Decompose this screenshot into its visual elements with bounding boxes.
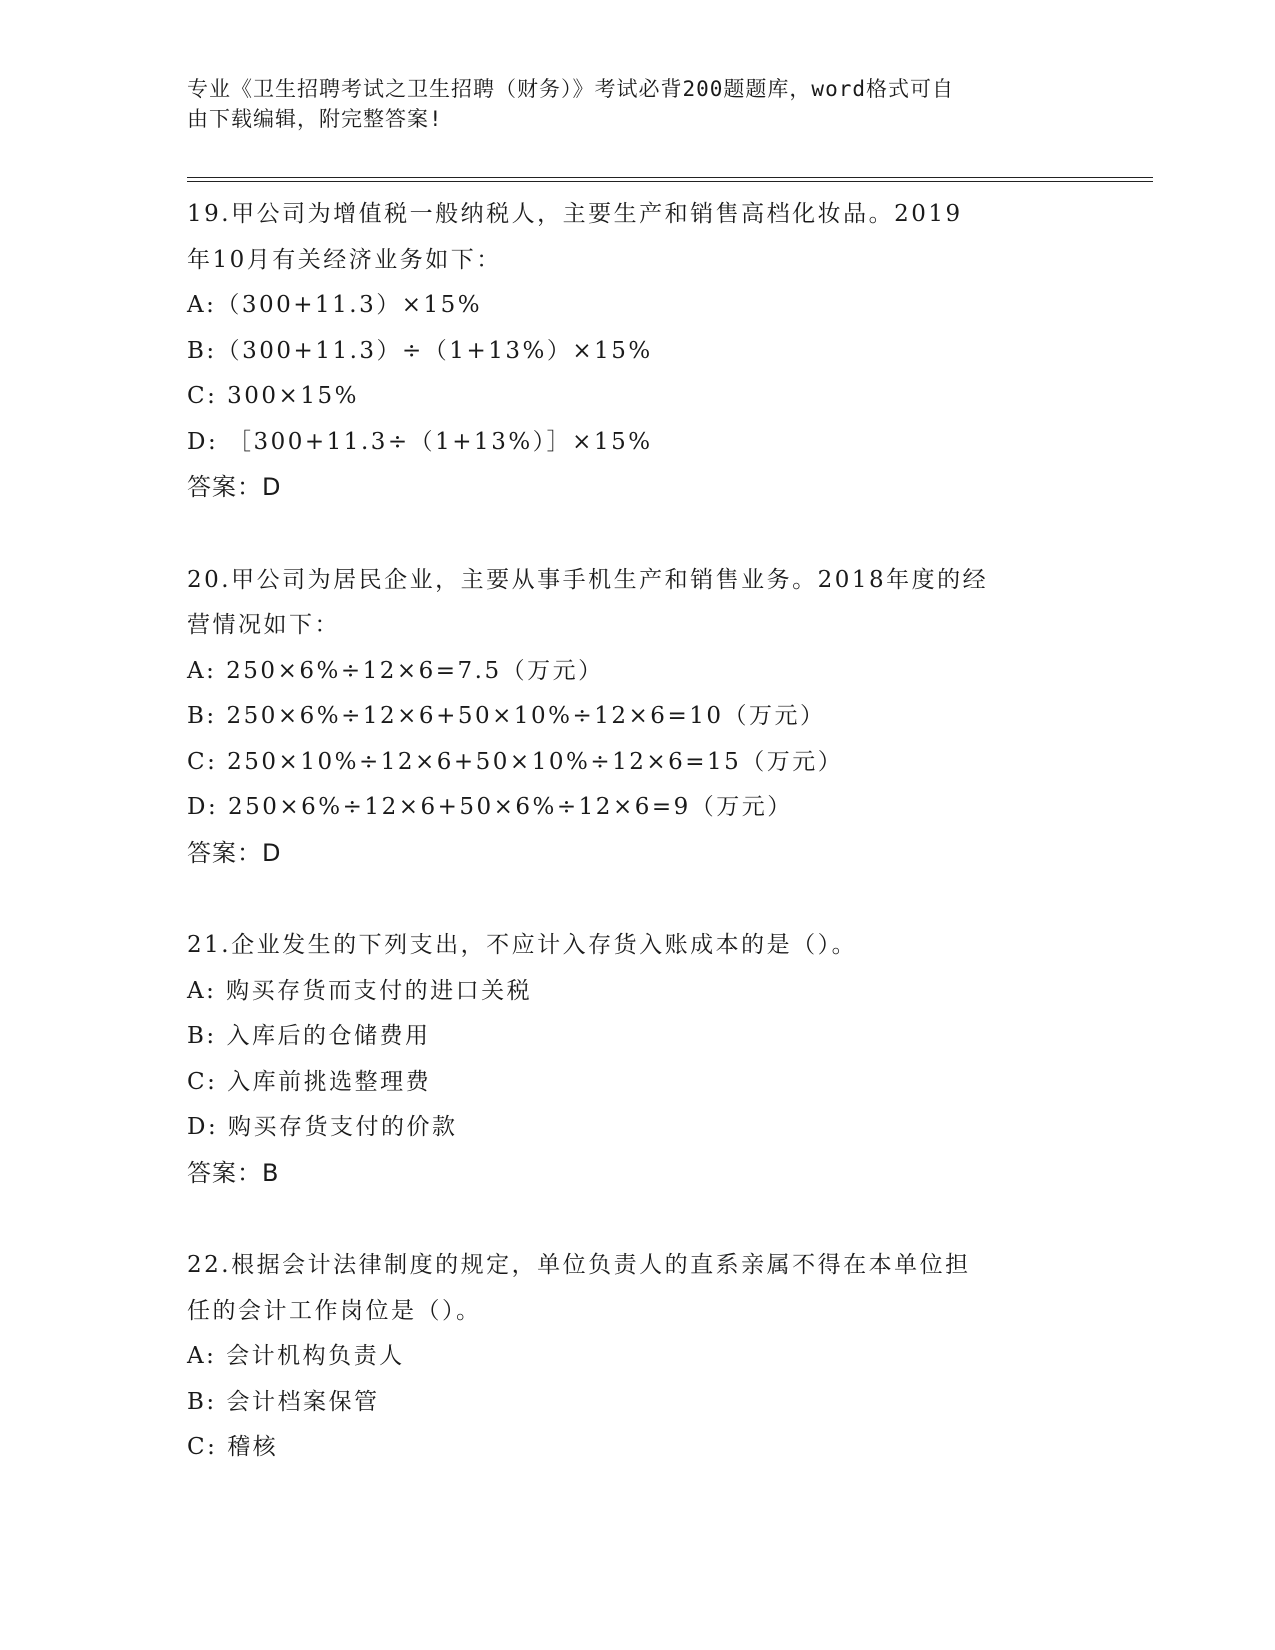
question-stem-line: 营情况如下： <box>187 612 340 638</box>
option-a: A: 购买存货而支付的进口关税 <box>187 977 533 1004</box>
header-divider-top <box>187 177 1153 178</box>
question-stem-line: 年10月有关经济业务如下： <box>187 246 502 273</box>
answer-line: 答案：D <box>187 838 282 867</box>
option-b: B: 250×6%÷12×6+50×10%÷12×6=10（万元） <box>187 703 826 729</box>
header-divider-bottom <box>187 181 1153 182</box>
question-stem-line: 任的会计工作岗位是（）。 <box>187 1297 482 1324</box>
option-c: C: 稽核 <box>187 1434 279 1460</box>
question-stem-line: 19.甲公司为增值税一般纳税人，主要生产和销售高档化妆品。2019 <box>187 201 963 227</box>
question-spacer <box>187 876 1087 923</box>
document-header <box>187 74 1087 134</box>
question-stem-line: 22.根据会计法律制度的规定，单位负责人的直系亲属不得在本单位担 <box>187 1252 971 1278</box>
question-21 <box>187 923 1087 1196</box>
question-stem-line: 20.甲公司为居民企业，主要从事手机生产和销售业务。2018年度的经 <box>187 566 989 593</box>
option-a: A: 250×6%÷12×6=7.5（万元） <box>187 657 604 684</box>
header-line-1: 专业《卫生招聘考试之卫生招聘（财务）》考试必背200题题库，word格式可自 <box>187 77 954 101</box>
question-22 <box>187 1243 1087 1471</box>
option-c: C: 入库前挑选整理费 <box>187 1068 432 1095</box>
option-c: C: 250×10%÷12×6+50×10%÷12×6=15（万元） <box>187 748 844 775</box>
question-spacer <box>187 511 1087 558</box>
option-b: B: 入库后的仓储费用 <box>187 1023 431 1049</box>
option-a: A: 会计机构负责人 <box>187 1343 405 1369</box>
question-stem-line: 21.企业发生的下列支出，不应计入存货入账成本的是（）。 <box>187 932 858 958</box>
question-spacer <box>187 1196 1087 1243</box>
option-d: D: 购买存货支付的价款 <box>187 1114 458 1140</box>
option-c: C: 300×15% <box>187 383 359 409</box>
question-19 <box>187 192 1087 511</box>
answer-line: 答案：B <box>187 1158 280 1187</box>
answer-line: 答案：D <box>187 473 282 501</box>
option-b: B: 会计档案保管 <box>187 1388 380 1415</box>
option-a: A:（300+11.3）×15% <box>187 292 483 318</box>
question-20 <box>187 558 1087 877</box>
option-d: D: 250×6%÷12×6+50×6%÷12×6=9（万元） <box>187 794 793 820</box>
header-line-2: 由下载编辑，附完整答案! <box>187 107 443 131</box>
option-d: D: ［300+11.3÷（1+13%）］×15% <box>187 428 653 455</box>
question-list <box>187 192 1087 1471</box>
option-b: B:（300+11.3）÷（1+13%）×15% <box>187 337 653 364</box>
